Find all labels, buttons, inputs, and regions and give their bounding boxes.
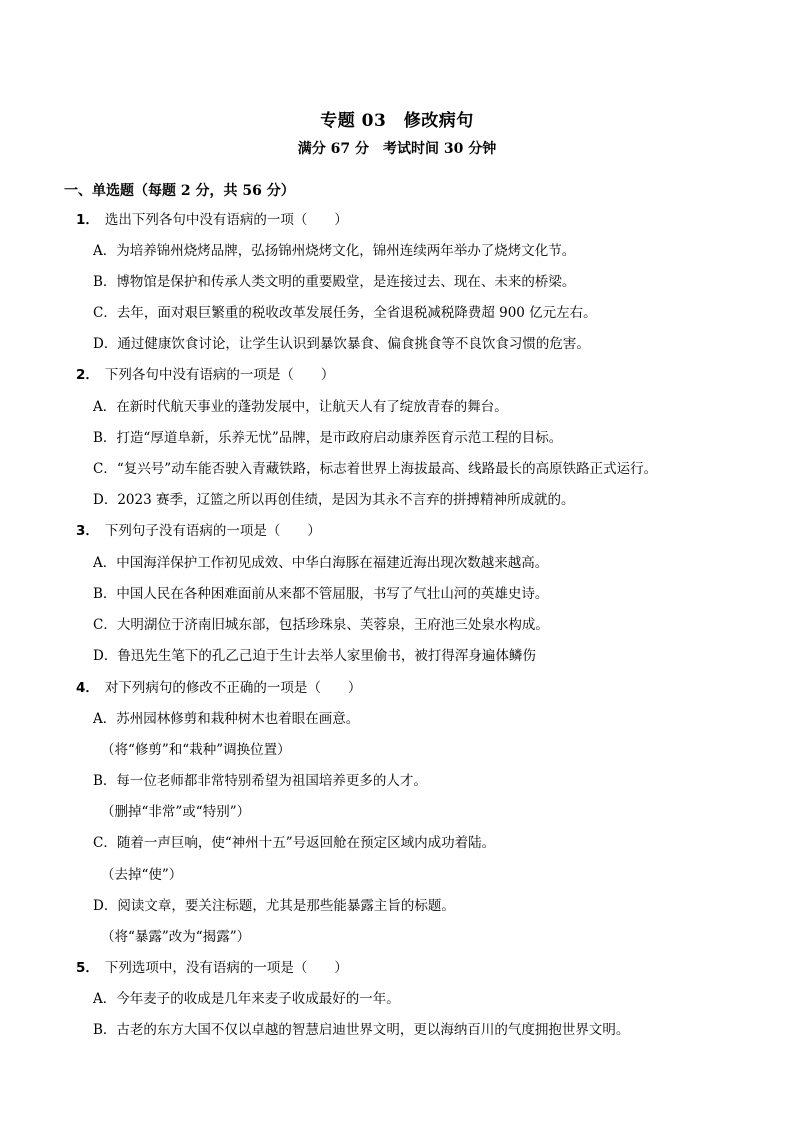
question-number: 5． bbox=[76, 960, 99, 976]
question-text: 选出下列各句中没有语病的一项（ ） bbox=[104, 212, 348, 228]
option-1a: A．为培养锦州烧烤品牌，弘扬锦州烧烤文化，锦州连续两年举办了烧烤文化节。 bbox=[93, 243, 576, 259]
option-2d: D．2023 赛季，辽篮之所以再创佳绩，是因为其永不言弃的拼搏精神所成就的。 bbox=[93, 492, 575, 508]
revision-note-4d: （将“暴露”改为“揭露”） bbox=[101, 929, 251, 945]
question-number: 1． bbox=[76, 212, 99, 228]
option-4b: B．每一位老师都非常特别希望为祖国培养更多的人才。 bbox=[93, 773, 427, 789]
option-3a: A．中国海洋保护工作初见成效、中华白海豚在福建近海出现次数越来越高。 bbox=[93, 555, 549, 571]
question-3 bbox=[76, 519, 321, 539]
option-4a: A．苏州园林修剪和栽种树木也着眼在画意。 bbox=[93, 711, 360, 727]
section-heading: 一、单选题（每题 2 分，共 56 分） bbox=[64, 183, 295, 199]
question-5 bbox=[76, 956, 348, 976]
option-2a: A．在新时代航天事业的蓬勃发展中，让航天人有了绽放青春的舞台。 bbox=[93, 399, 508, 415]
question-4 bbox=[76, 676, 361, 696]
question-1 bbox=[76, 208, 348, 228]
option-1b: B．博物馆是保护和传承人类文明的重要殿堂，是连接过去、现在、未来的桥梁。 bbox=[93, 274, 576, 290]
option-1c: C．去年，面对艰巨繁重的税收改革发展任务，全省退税减税降费超 900 亿元左右。 bbox=[93, 305, 597, 321]
question-text: 下列各句中没有语病的一项是（ ） bbox=[104, 367, 335, 383]
option-4d: D．阅读文章，要关注标题，尤其是那些能暴露主旨的标题。 bbox=[93, 898, 455, 914]
option-2b: B．打造“厚道阜新，乐养无忧”品牌，是市政府启动康养医育示范工程的目标。 bbox=[93, 430, 563, 446]
option-2c: C．“复兴号”动车能否驶入青藏铁路，标志着世界上海拔最高、线路最长的高原铁路正式运行。 bbox=[93, 461, 658, 477]
option-3b: B．中国人民在各种困难面前从来都不管屈服，书写了气壮山河的英雄史诗。 bbox=[93, 586, 549, 602]
option-1d: D．通过健康饮食讨论，让学生认识到暴饮暴食、偏食挑食等不良饮食习惯的危害。 bbox=[93, 336, 590, 352]
question-number: 2． bbox=[76, 367, 99, 383]
question-number: 3． bbox=[76, 523, 99, 539]
question-number: 4． bbox=[76, 680, 99, 696]
revision-note-4c: （去掉“使”） bbox=[101, 867, 183, 883]
question-text: 下列句子没有语病的一项是（ ） bbox=[104, 523, 321, 539]
option-5a: A．今年麦子的收成是几年来麦子收成最好的一年。 bbox=[93, 991, 400, 1007]
revision-note-4a: （将“修剪”和“栽种”调换位置） bbox=[101, 742, 291, 758]
option-5b: B．古老的东方大国不仅以卓越的智慧启迪世界文明，更以海纳百川的气度拥抱世界文明。 bbox=[93, 1022, 630, 1038]
revision-note-4b: （删掉“非常”或“特别”） bbox=[101, 804, 251, 820]
question-text: 下列选项中，没有语病的一项是（ ） bbox=[104, 960, 348, 976]
page-title: 专题 03 修改病句 bbox=[320, 111, 474, 131]
option-3d: D．鲁迅先生笔下的孔乙己迫于生计去举人家里偷书，被打得浑身遍体鳞伤 bbox=[93, 648, 536, 664]
page-subtitle: 满分 67 分 考试时间 30 分钟 bbox=[297, 141, 497, 157]
question-text: 对下列病句的修改不正确的一项是（ ） bbox=[104, 680, 362, 696]
question-2 bbox=[76, 363, 334, 383]
option-3c: C．大明湖位于济南旧城东部，包括珍珠泉、芙蓉泉，王府池三处泉水构成。 bbox=[93, 617, 549, 633]
option-4c: C．随着一声巨响，使“神州十五”号返回舱在预定区域内成功着陆。 bbox=[93, 835, 496, 851]
